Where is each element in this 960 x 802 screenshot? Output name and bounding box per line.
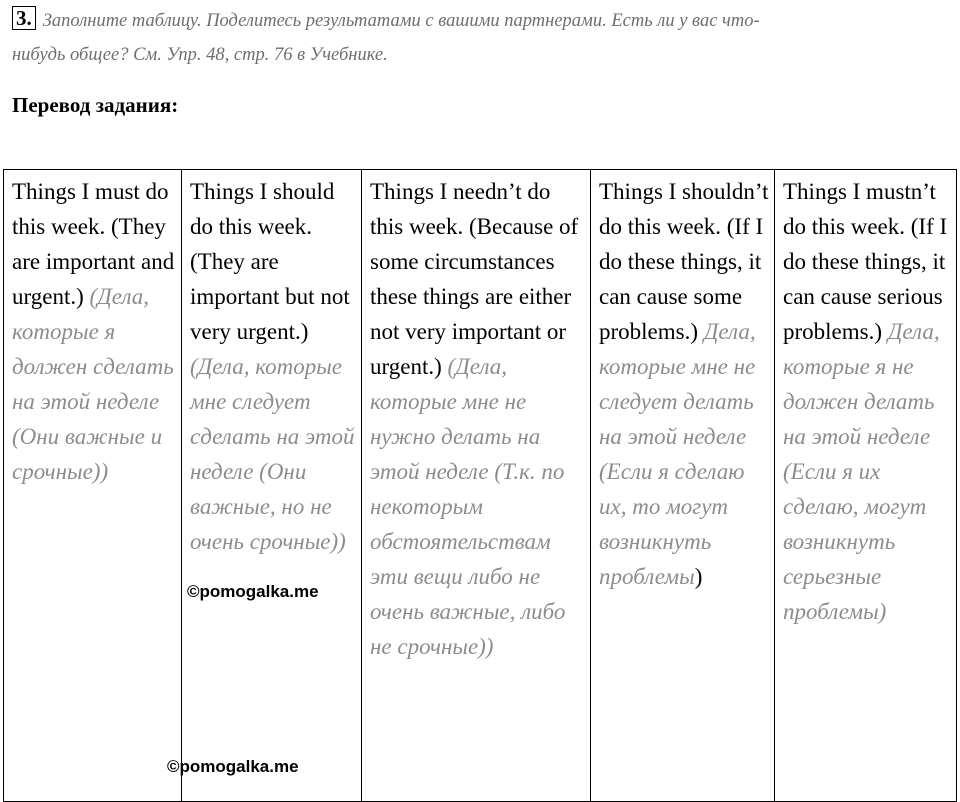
cell-english-text: Things I mustn’t do this week. (If I do these things, it can cause serious problems.) bbox=[783, 179, 948, 344]
translation-heading: Перевод задания: bbox=[12, 93, 179, 117]
cell-russian-text: (Дела, которые мне не нужно делать на этой неделе (Т.к. по некоторым обстоятельствам эти вещи либо не очень важные, либо не срочные)) bbox=[370, 354, 566, 659]
task-text-1: Заполните таблицу. Поделитесь результатами с вашими партнерами. Есть ли у вас что- bbox=[42, 11, 760, 31]
table-cell-shouldnt bbox=[591, 170, 775, 802]
task-line-2: нибудь общее? См. Упр. 48, стр. 76 в Учебнике. bbox=[12, 45, 388, 65]
cell-russian-text: Дела, которые я не должен делать на этой неделе (Если я их сделаю, могут возникнуть серьезные проблемы) bbox=[783, 319, 940, 624]
planning-table bbox=[3, 169, 957, 802]
watermark: ©pomogalka.me bbox=[167, 757, 299, 776]
cell-english-text: Things I must do this week. (They are important and urgent.) bbox=[12, 179, 175, 309]
cell-english-text: Things I shouldn’t do this week. (If I do these things, it can cause some problems.) bbox=[599, 179, 769, 344]
task-instruction bbox=[12, 4, 942, 72]
table-cell-must bbox=[4, 170, 182, 802]
task-line-1 bbox=[12, 4, 942, 38]
table-cell-should bbox=[182, 170, 362, 802]
table-row bbox=[4, 170, 957, 802]
watermark: ©pomogalka.me bbox=[187, 582, 319, 601]
closing-parenthesis: ) bbox=[694, 564, 703, 589]
cell-russian-text: Дела, которые мне не следует делать на этой неделе (Если я сделаю их, то могут возникнуть проблемы bbox=[599, 319, 756, 589]
task-number: 3. bbox=[12, 6, 36, 30]
table-cell-mustnt bbox=[775, 170, 957, 802]
cell-english-text: Things I should do this week. (They are important but not very urgent.) bbox=[190, 179, 350, 344]
cell-english-text: Things I needn’t do this week. (Because of some circumstances these things are either not very important or urgent.) bbox=[370, 179, 579, 379]
cell-russian-text: (Дела, которые я должен сделать на этой неделе (Они важные и срочные)) bbox=[12, 284, 174, 484]
table-cell-neednt bbox=[362, 170, 591, 802]
cell-russian-text: (Дела, которые мне следует сделать на этой неделе (Они важные, но не очень срочные)) bbox=[190, 354, 355, 554]
